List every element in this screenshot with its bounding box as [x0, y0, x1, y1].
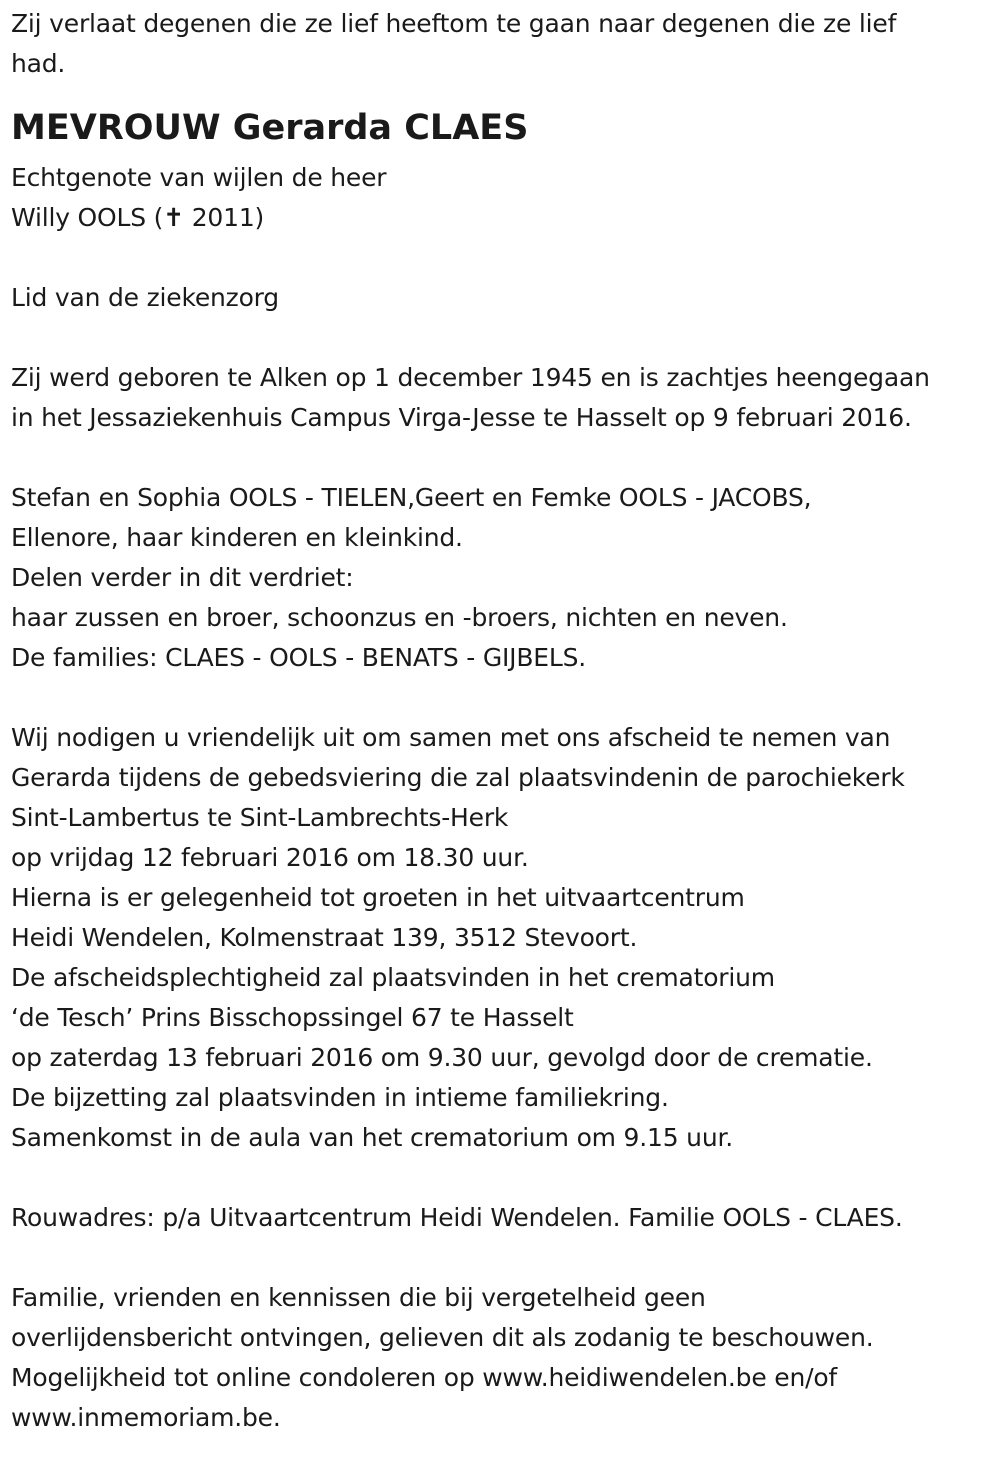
birth-death-paragraph [11, 358, 996, 438]
birth-death-line: Zij werd geboren te Alken op 1 december 1945 en is zachtjes heengegaan [11, 363, 930, 392]
spacer [11, 238, 996, 278]
spacer [11, 1158, 996, 1198]
spouse-line: Willy OOLS (✝ 2011) [11, 203, 265, 232]
family-line: Stefan en Sophia OOLS - TIELEN,Geert en Femke OOLS - JACOBS, [11, 483, 812, 512]
ceremony-line: Wij nodigen u vriendelijk uit om samen met ons afscheid te nemen van [11, 723, 891, 752]
spacer [11, 438, 996, 478]
family-paragraph [11, 478, 996, 678]
ceremony-line: Samenkomst in de aula van het crematorium om 9.15 uur. [11, 1123, 733, 1152]
mourning-address: Rouwadres: p/a Uitvaartcentrum Heidi Wendelen. Familie OOLS - CLAES. [11, 1203, 903, 1232]
birth-death-line: in het Jessaziekenhuis Campus Virga-Jesse te Hasselt op 9 februari 2016. [11, 403, 912, 432]
ceremony-line: Hierna is er gelegenheid tot groeten in het uitvaartcentrum [11, 883, 745, 912]
closing-line: www.inmemoriam.be. [11, 1403, 281, 1432]
closing-line: Mogelijkheid tot online condoleren op www.heidiwendelen.be en/of [11, 1363, 838, 1392]
spacer [11, 678, 996, 718]
spouse-line: Echtgenote van wijlen de heer [11, 163, 387, 192]
ceremony-line: op zaterdag 13 februari 2016 om 9.30 uur, gevolgd door de crematie. [11, 1043, 873, 1072]
family-line: haar zussen en broer, schoonzus en -broers, nichten en neven. [11, 603, 788, 632]
opening-verse [11, 4, 996, 84]
deceased-name: MEVROUW Gerarda CLAES [11, 108, 529, 148]
closing-paragraph [11, 1278, 996, 1438]
ceremony-line: De bijzetting zal plaatsvinden in intieme familiekring. [11, 1083, 669, 1112]
membership-line: Lid van de ziekenzorg [11, 283, 279, 312]
spacer [11, 318, 996, 358]
opening-line: Zij verlaat degenen die ze lief heeftom te gaan naar degenen die ze lief [11, 9, 897, 38]
opening-line: had. [11, 49, 66, 78]
spouse-info [11, 158, 996, 238]
ceremony-paragraph [11, 718, 996, 1158]
family-line: Delen verder in dit verdriet: [11, 563, 354, 592]
obituary-notice [11, 4, 996, 1438]
closing-line: overlijdensbericht ontvingen, gelieven dit als zodanig te beschouwen. [11, 1323, 874, 1352]
family-line: De families: CLAES - OOLS - BENATS - GIJBELS. [11, 643, 587, 672]
ceremony-line: Heidi Wendelen, Kolmenstraat 139, 3512 Stevoort. [11, 923, 638, 952]
ceremony-line: De afscheidsplechtigheid zal plaatsvinden in het crematorium [11, 963, 775, 992]
ceremony-line: Gerarda tijdens de gebedsviering die zal plaatsvindenin de parochiekerk [11, 763, 905, 792]
spacer [11, 1238, 996, 1278]
ceremony-line: ‘de Tesch’ Prins Bisschopssingel 67 te Hasselt [11, 1003, 574, 1032]
closing-line: Familie, vrienden en kennissen die bij vergetelheid geen [11, 1283, 706, 1312]
ceremony-line: Sint-Lambertus te Sint-Lambrechts-Herk [11, 803, 509, 832]
ceremony-line: op vrijdag 12 februari 2016 om 18.30 uur. [11, 843, 529, 872]
family-line: Ellenore, haar kinderen en kleinkind. [11, 523, 463, 552]
